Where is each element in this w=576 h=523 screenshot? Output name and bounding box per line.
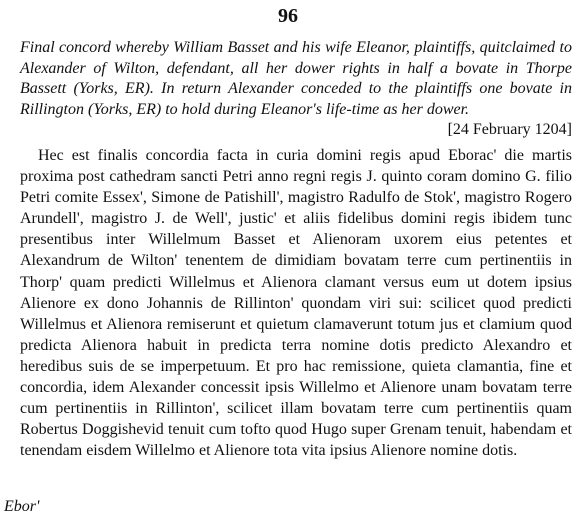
document-date: [24 February 1204] (447, 121, 572, 139)
document-summary (20, 38, 572, 141)
document-endorsement: Ebor' (4, 498, 40, 515)
document-body-text: Hec est finalis concordia facta in curia domini regis apud Eborac' die martis proxima post cathedram sancti Petri anno regni regis J. quinto coram domino G. filio Petri comite Essex', Simone de Patishill', magistro Radulfo de Stok', magistro Rogero Arundell', magistro J. de Well', justic' et aliis fidelibus domini regis ibidem tunc presentibus inter Willelmum Basset et Alienoram uxorem eius petentes et Alexandrum de Wilton' tenentem de dimidiam bovatam terre cum pertinentiis in Thorp' quam predicti Willelmus et Alienora clamant versus eum ut dotem ipsius Alienore ex dono Johannis de Rillinton' quondam viri sui: scilicet quod predicti Willelmus et Alienora remiserunt et quietum clamaverunt totum jus et clamium quod predicta Alienora habuit in predicta terra nomine dotis predicto Alexandro et heredibus suis de se imperpetuum. Et pro hac remissione, quieta clamantia, fine et concordia, idem Alexander concessit ipsis Willelmo et Alienore unam bovatam terre cum pertinentiis in Rillinton', scilicet illam bovatam terre cum pertinentiis quam Robertus Doggishevid tenuit cum tofto quod Hugo super Grenam tenuit, habendam et tenendam eisdem Willelmo et Alienore tota vita ipsius Alienore nomine dotis. (20, 147, 572, 460)
summary-text: Final concord whereby William Basset and his wife Eleanor, plaintiffs, quitclaimed to Alexander of Wilton, defendant, all her dower rights in half a bovate in Thorpe Bassett (Yorks, ER). In return Alexander conceded to the plaintiffs one bovate in Rillington (Yorks, ER) to hold during Eleanor's life-time as her dower. (20, 39, 572, 118)
document-number: 96 (278, 5, 298, 27)
